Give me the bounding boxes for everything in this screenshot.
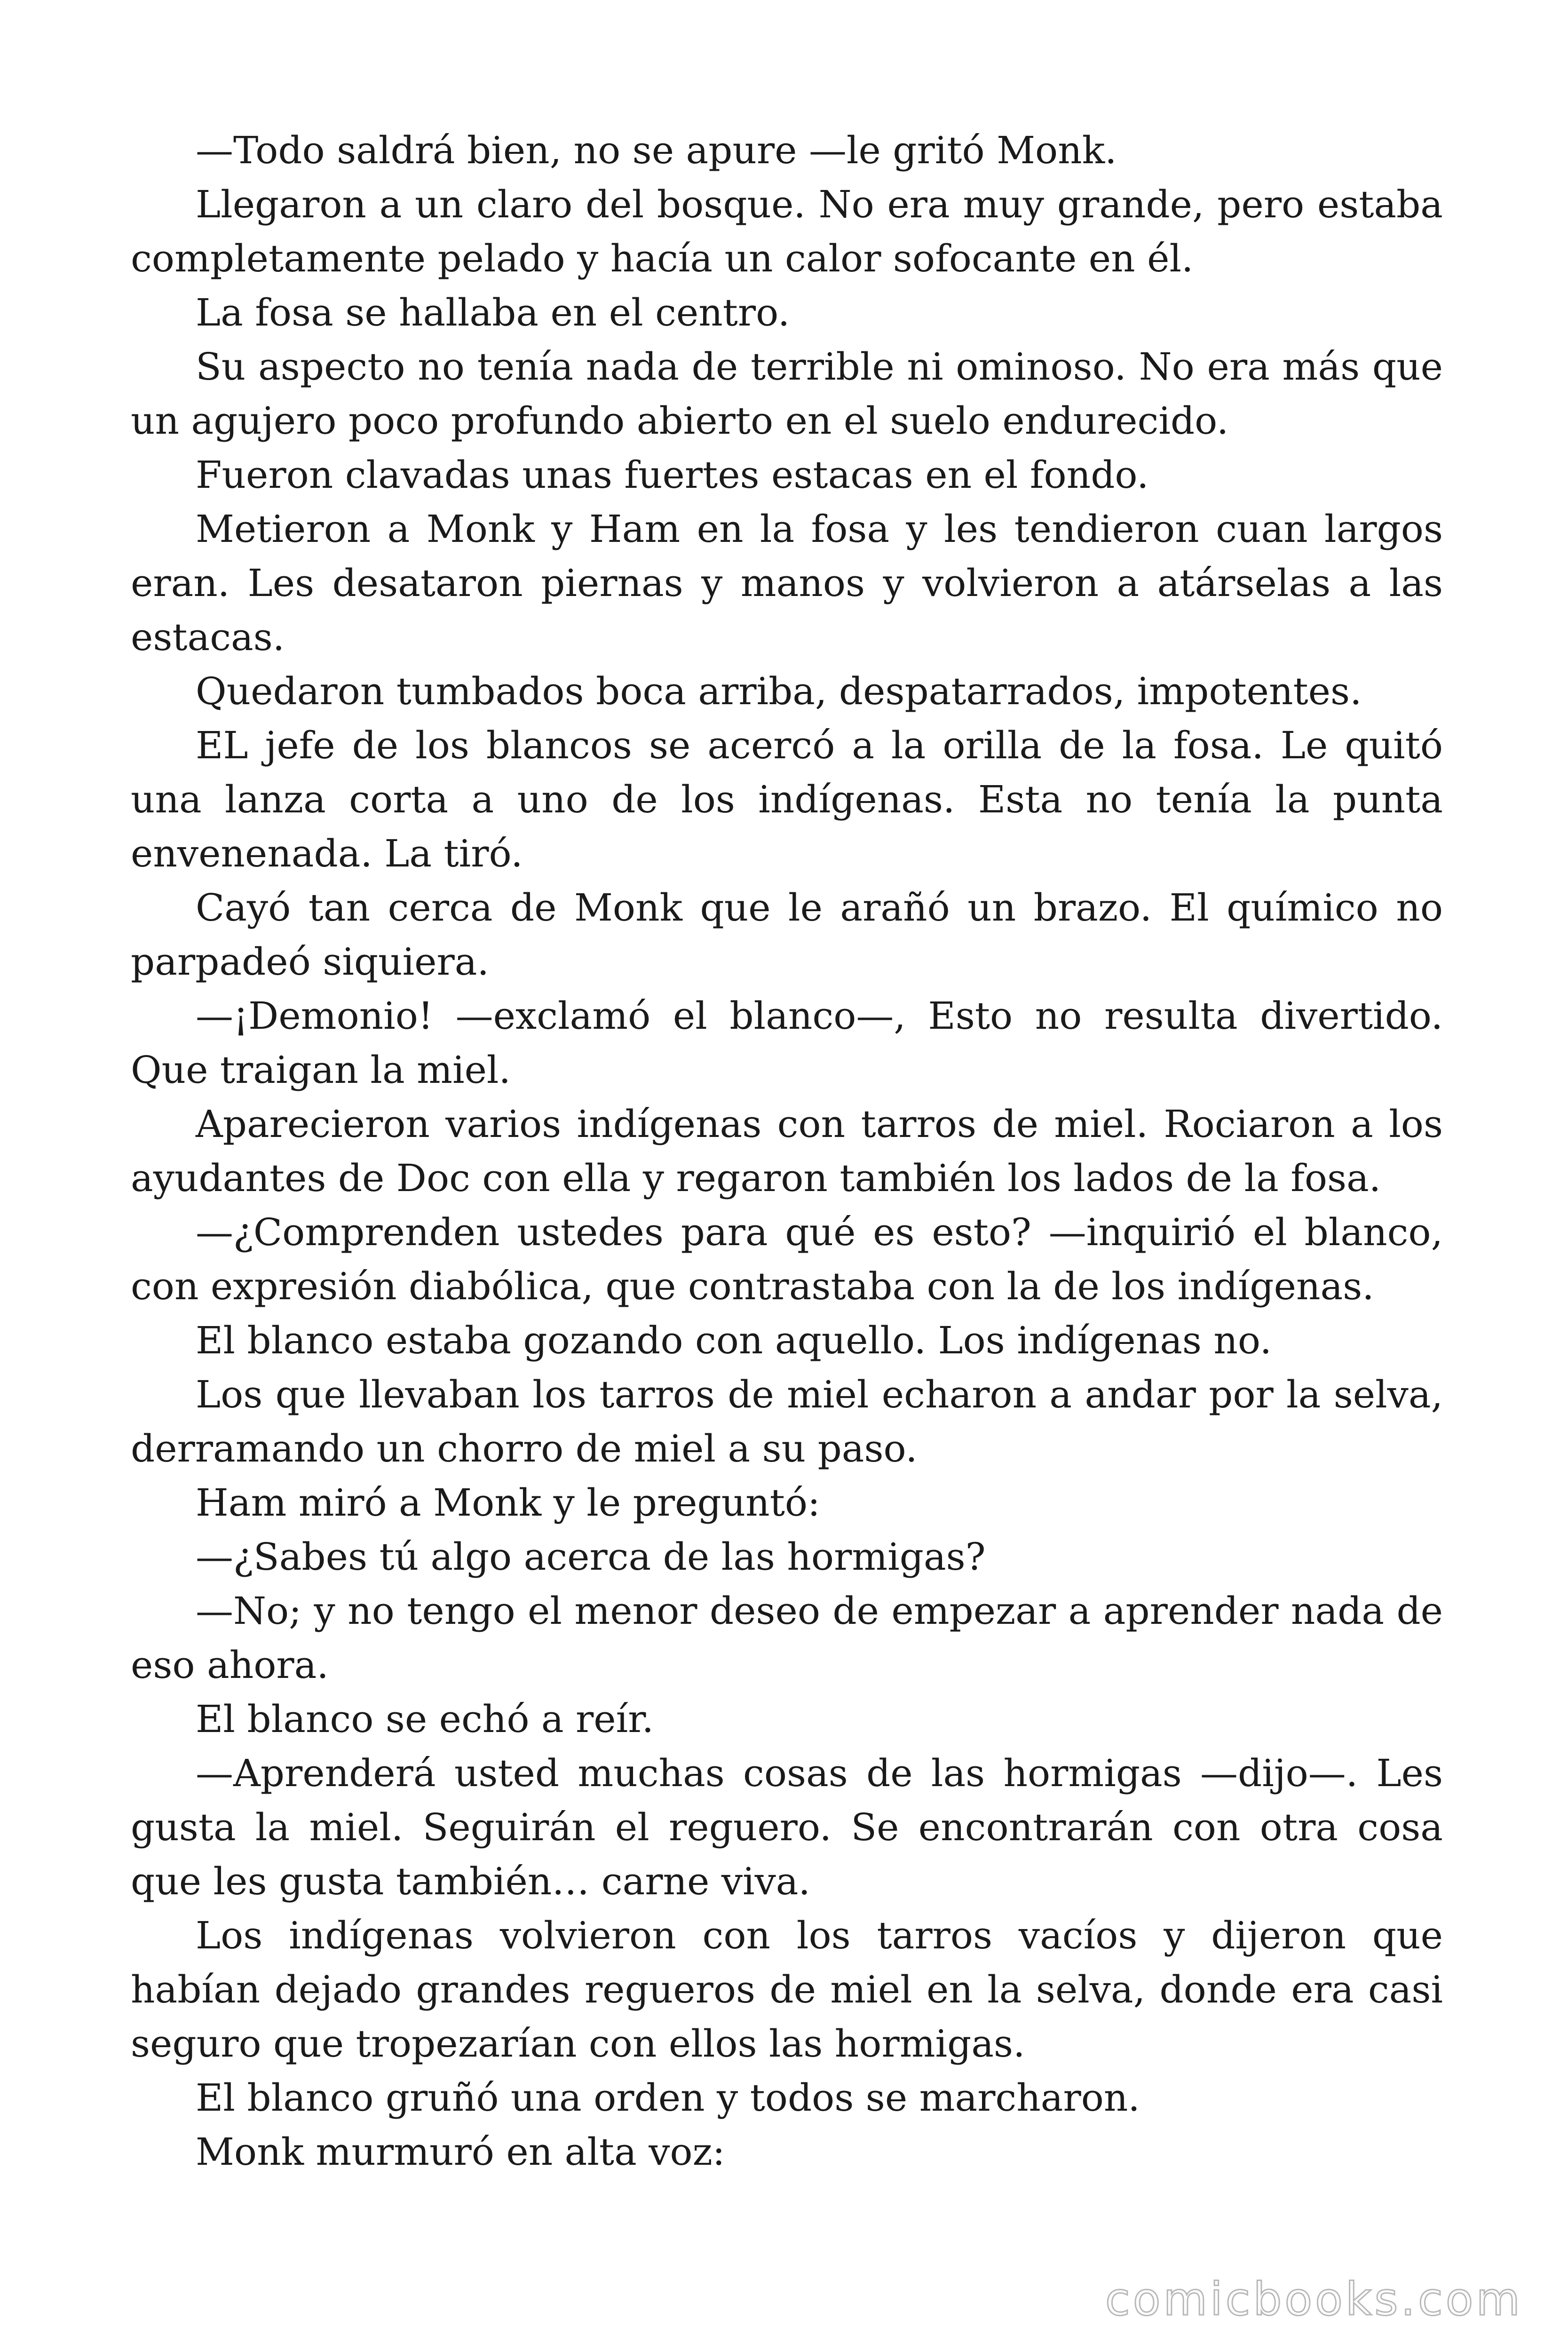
paragraph: Metieron a Monk y Ham en la fosa y les tendieron cuan largos eran. Les desataron piernas y manos y volvieron a atárselas a las estacas.: [131, 507, 1443, 659]
paragraph: EL jefe de los blancos se acercó a la orilla de la fosa. Le quitó una lanza corta a uno de los indígenas. Esta no tenía la punta envenenada. La tiró.: [131, 723, 1443, 875]
body-text: [131, 123, 1443, 2179]
paragraph: Monk murmuró en alta voz:: [196, 2130, 725, 2174]
paragraph: El blanco se echó a reír.: [196, 1697, 654, 1741]
paragraph: Cayó tan cerca de Monk que le arañó un brazo. El químico no parpadeó siquiera.: [131, 886, 1443, 984]
paragraph: —No; y no tengo el menor deseo de empezar a aprender nada de eso ahora.: [131, 1589, 1443, 1687]
paragraph: —¿Sabes tú algo acerca de las hormigas?: [196, 1535, 986, 1579]
paragraph: Ham miró a Monk y le preguntó:: [196, 1481, 820, 1525]
paragraph: Quedaron tumbados boca arriba, despatarrados, impotentes.: [196, 669, 1362, 713]
paragraph: Fueron clavadas unas fuertes estacas en el fondo.: [196, 453, 1149, 497]
paragraph: Los que llevaban los tarros de miel echaron a andar por la selva, derramando un chorro de miel a su paso.: [131, 1373, 1443, 1470]
paragraph: —¡Demonio! —exclamó el blanco—, Esto no resulta divertido. Que traigan la miel.: [131, 994, 1443, 1092]
paragraph: Aparecieron varios indígenas con tarros de miel. Rociaron a los ayudantes de Doc con ella y regaron también los lados de la fosa.: [131, 1102, 1443, 1200]
paragraph: —¿Comprenden ustedes para qué es esto? —inquirió el blanco, con expresión diabólica, que contrastaba con la de los indígenas.: [131, 1210, 1443, 1308]
paragraph: El blanco estaba gozando con aquello. Los indígenas no.: [196, 1319, 1272, 1362]
paragraph: —Aprenderá usted muchas cosas de las hormigas —dijo—. Les gusta la miel. Seguirán el reguero. Se encontrarán con otra cosa que les gusta también… carne viva.: [131, 1751, 1443, 1903]
paragraph: Su aspecto no tenía nada de terrible ni ominoso. No era más que un agujero poco profundo abierto en el suelo endurecido.: [131, 345, 1443, 443]
paragraph: El blanco gruñó una orden y todos se marcharon.: [196, 2076, 1140, 2120]
paragraph: Llegaron a un claro del bosque. No era muy grande, pero estaba completamente pelado y hacía un calor sofocante en él.: [131, 183, 1443, 280]
paragraph: Los indígenas volvieron con los tarros vacíos y dijeron que habían dejado grandes regueros de miel en la selva, donde era casi seguro que tropezarían con ellos las hormigas.: [131, 1914, 1443, 2066]
paragraph: —Todo saldrá bien, no se apure —le gritó Monk.: [196, 128, 1117, 172]
watermark: comicbooks.com: [1105, 2273, 1523, 2326]
paragraph: La fosa se hallaba en el centro.: [196, 291, 790, 334]
